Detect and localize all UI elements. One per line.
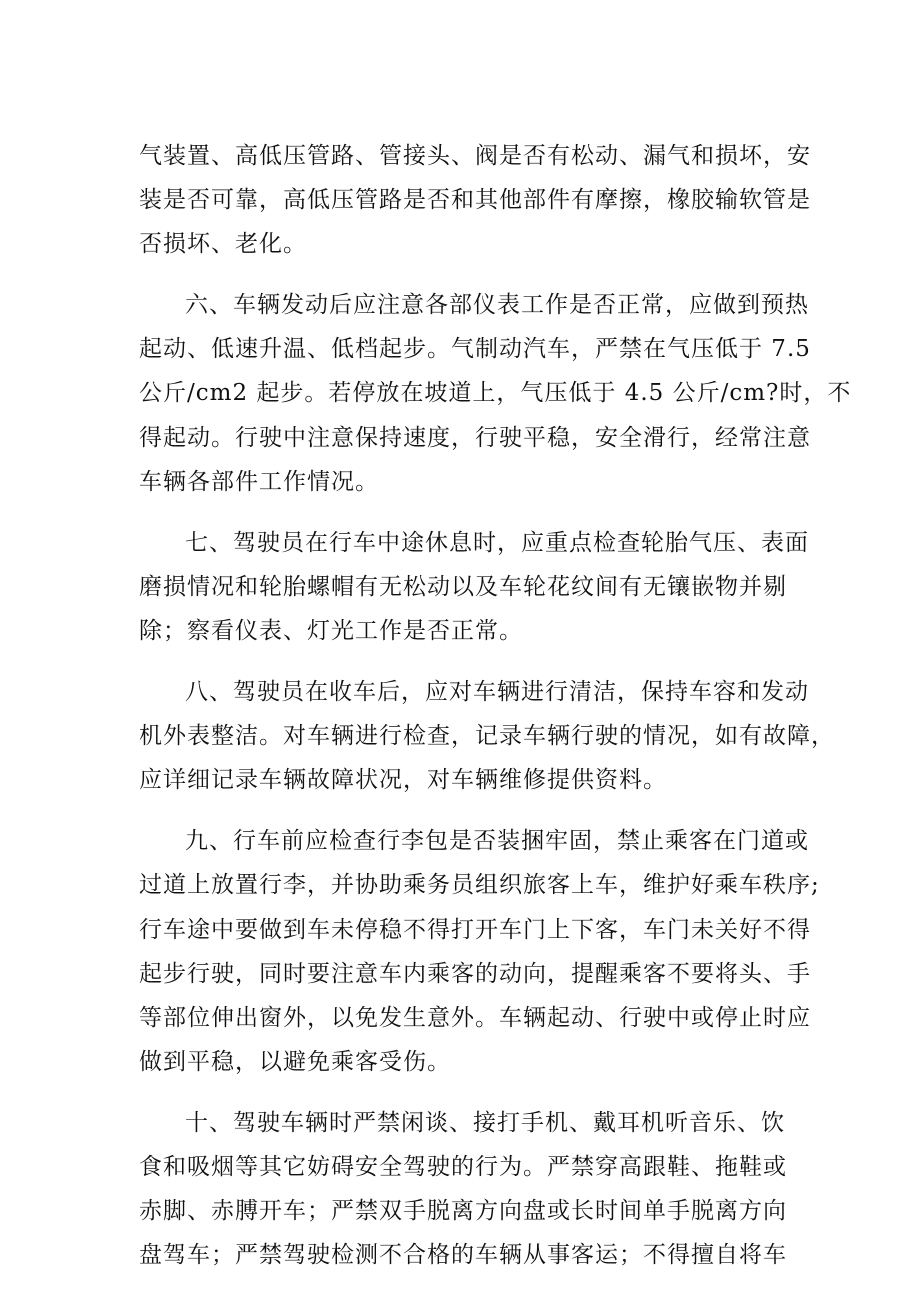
text-line: 盘驾车；严禁驾驶检测不合格的车辆从事客运；不得擅自将车 — [139, 1242, 787, 1269]
text-line: 气装置、高低压管路、管接头、阀是否有松动、漏气和损坏，安 — [139, 143, 811, 169]
paragraph-item-9 — [139, 819, 820, 1084]
text-line: 除；察看仪表、灯光工作是否正常。 — [139, 617, 523, 644]
text-line: 八、驾驶员在收车后，应对车辆进行清洁，保持车容和发动 — [185, 679, 809, 706]
text-line: 过道上放置行李，并协助乘务员组织旅客上车，维护好乘车秩序; — [139, 872, 820, 899]
text-line: 等部位伸出窗外，以免发生意外。车辆起动、行驶中或停止时应 — [139, 1004, 811, 1031]
text-line: 否损坏、老化。 — [139, 231, 307, 258]
text-line: 十、驾驶车辆时严禁闲谈、接打手机、戴耳机听音乐、饮 — [185, 1109, 785, 1136]
text-line: 做到平稳，以避免乘客受伤。 — [139, 1048, 451, 1075]
text-line: 装是否可靠，高低压管路是否和其他部件有摩擦，橡胶输软管是 — [139, 187, 811, 214]
text-line: 七、驾驶员在行车中途休息时，应重点检查轮胎气压、表面 — [185, 529, 809, 556]
text-line: 九、行车前应检查行李包是否装捆牢固，禁止乘客在门道或 — [185, 828, 809, 855]
paragraph-item-6 — [139, 283, 852, 503]
text-line: 六、车辆发动后应注意各部仪表工作是否正常，应做到预热 — [185, 292, 809, 319]
paragraph-item-7 — [139, 521, 809, 653]
text-line: 磨损情况和轮胎螺帽有无松动以及车轮花纹间有无镶嵌物并剔 — [139, 573, 787, 600]
text-line: 车辆各部件工作情况。 — [139, 468, 379, 495]
text-line: 起动、低速升温、低档起步。气制动汽车，严禁在气压低于 7.5 — [139, 336, 811, 363]
text-line: 食和吸烟等其它妨碍安全驾驶的行为。严禁穿高跟鞋、拖鞋或 — [139, 1153, 787, 1180]
text-line: 行车途中要做到车未停稳不得打开车门上下客，车门未关好不得 — [139, 916, 811, 943]
text-line: 得起动。行驶中注意保持速度，行驶平稳，安全滑行，经常注意 — [139, 424, 811, 451]
text-line: 机外表整洁。对车辆进行检查，记录车辆行驶的情况，如有故障， — [139, 723, 835, 750]
paragraph-continuation — [139, 134, 811, 266]
text-line: 起步行驶，同时要注意车内乘客的动向，提醒乘客不要将头、手 — [139, 960, 811, 987]
paragraph-item-10 — [139, 1101, 785, 1277]
text-line: 赤脚、赤膊开车；严禁双手脱离方向盘或长时间单手脱离方向 — [139, 1198, 787, 1225]
document-body — [139, 134, 852, 1294]
text-line: 公斤/cm2 起步。若停放在坡道上，气压低于 4.5 公斤/cm?时，不 — [139, 380, 852, 407]
text-line: 应详细记录车辆故障状况，对车辆维修提供资料。 — [139, 767, 667, 794]
paragraph-item-8 — [139, 670, 835, 802]
